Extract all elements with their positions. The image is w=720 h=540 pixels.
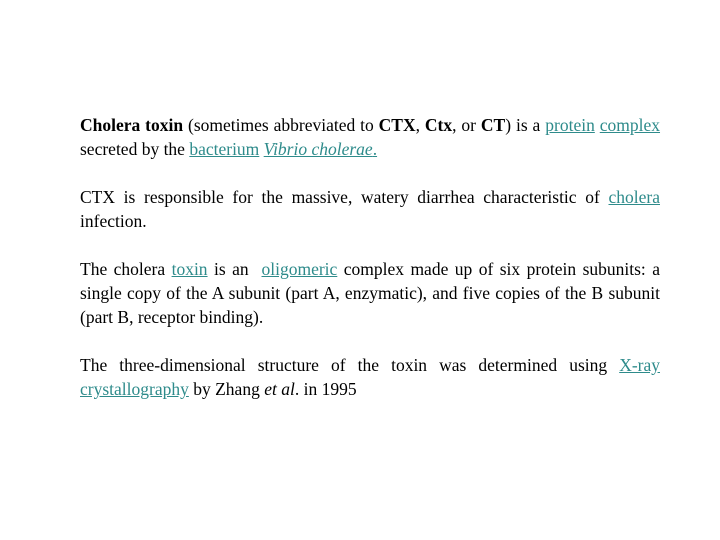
text: infection. <box>80 211 147 231</box>
link-cholera[interactable]: cholera <box>608 187 660 207</box>
link-protein[interactable]: protein <box>545 115 595 135</box>
text: is an <box>207 259 262 279</box>
abbr-ctx: CTX <box>378 115 416 135</box>
link-xray-crystallography[interactable]: X-ray crystallography <box>80 355 660 399</box>
text: (sometimes abbreviated to <box>183 115 379 135</box>
text: The three-dimensional structure of the toxin was determined using <box>80 355 620 375</box>
link-period[interactable]: . <box>372 139 378 159</box>
link-complex[interactable]: complex <box>599 115 661 135</box>
paragraph-structure <box>80 257 660 329</box>
abbr-ct: CT <box>480 115 506 135</box>
text: complex made up of six protein subunits: a single copy of the A subunit (part A, enzymatic), and five copies of the B subunit (part B, receptor binding). <box>80 259 660 327</box>
text: . in 1995 <box>294 379 357 399</box>
link-vibrio-cholerae[interactable]: Vibrio cholerae <box>263 139 373 159</box>
paragraph-3d-structure <box>80 353 660 401</box>
text: ) is a <box>505 115 546 135</box>
link-bacterium[interactable]: bacterium <box>189 139 260 159</box>
abbr-ctx-lower: Ctx <box>424 115 453 135</box>
text: CTX is responsible for the massive, watery diarrhea characteristic of <box>80 187 609 207</box>
et-al: et al <box>264 379 295 399</box>
paragraph-definition <box>80 113 660 161</box>
link-toxin[interactable]: toxin <box>171 259 208 279</box>
text: secreted by the <box>80 139 190 159</box>
text: , <box>415 115 425 135</box>
text: , or <box>452 115 481 135</box>
term-cholera-toxin: Cholera toxin <box>80 115 184 135</box>
paragraph-effect <box>80 185 660 233</box>
text: by Zhang <box>188 379 265 399</box>
text: The cholera <box>80 259 172 279</box>
slide-text-body <box>80 113 660 425</box>
link-oligomeric[interactable]: oligomeric <box>261 259 338 279</box>
